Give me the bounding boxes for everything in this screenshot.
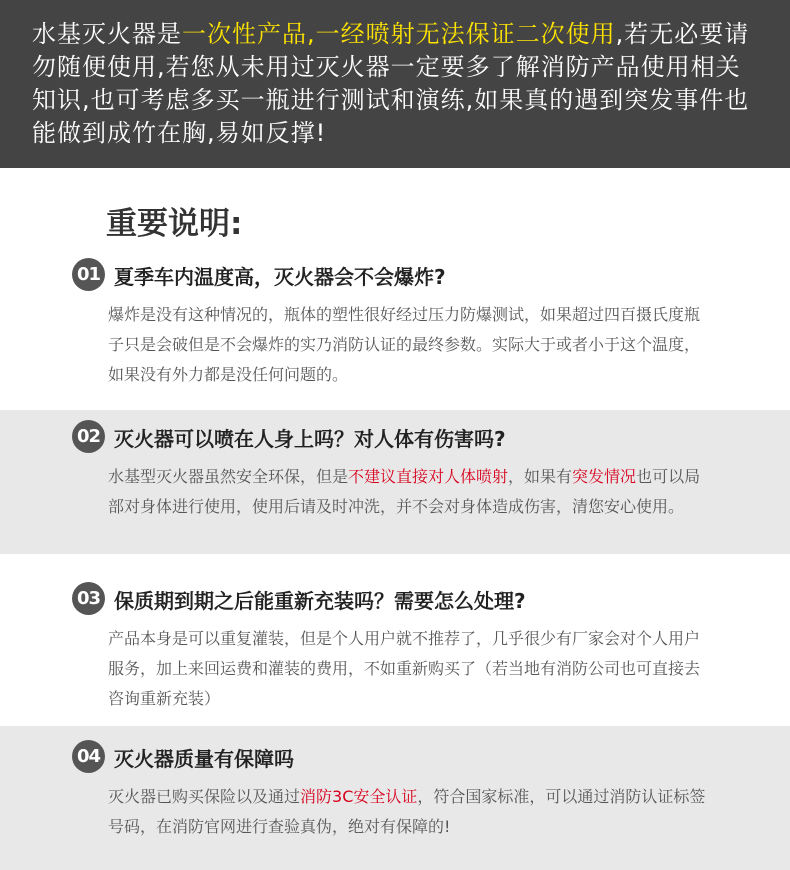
item-number-badge: 03 xyxy=(72,582,105,615)
intro-text xyxy=(32,18,762,150)
answer-warning: 不建议直接对人体喷射 xyxy=(348,467,509,486)
item-number-badge: 01 xyxy=(72,258,105,291)
faq-answer: 产品本身是可以重复灌装，但是个人用户就不推荐了，几乎很少有厂家会对个人用户服务，加上来回运费和灌装的费用，不如重新购买了（若当地有消防公司也可直接去咨询重新充装） xyxy=(108,629,701,708)
intro-banner xyxy=(0,0,790,168)
answer-text: 水基型灭火器虽然安全环保，但是 xyxy=(108,467,349,486)
answer-certification: 消防3C安全认证 xyxy=(300,787,418,806)
faq-question: 保质期到期之后能重新充装吗？需要怎么处理? xyxy=(114,589,526,613)
faq-question: 灭火器质量有保障吗 xyxy=(114,747,294,771)
intro-text-part2: ,若无必要请勿随便使用,若您从未用过灭火器一定要多了解消防产品使用相关知识,也可考虑多买一瓶进行测试和演练,如果真的遇到突发事件也能做到成竹在胸,易如反撑! xyxy=(32,20,750,147)
faq-answer xyxy=(108,782,708,842)
section-heading: 重要说明: xyxy=(106,206,243,242)
answer-text: ，符合国家标准，可以通过消防认证标签号码，在消防官网进行查验真伪，绝对有保障的! xyxy=(108,787,706,836)
answer-warning: 突发情况 xyxy=(572,467,637,486)
intro-text-highlight: 一次性产品,一经喷射无法保证二次使用 xyxy=(182,20,616,48)
answer-text: ，如果有 xyxy=(508,467,573,486)
faq-answer: 爆炸是没有这种情况的，瓶体的塑性很好经过压力防爆测试，如果超过四百摄氏度瓶子只是会破但是不会爆炸的实乃消防认证的最终参数。实际大于或者小于这个温度，如果没有外力都是没任何问题的。 xyxy=(108,305,701,384)
faq-question: 夏季车内温度高，灭火器会不会爆炸? xyxy=(114,265,446,289)
answer-text: 灭火器已购买保险以及通过 xyxy=(108,787,301,806)
intro-text-part1: 水基灭火器是 xyxy=(32,20,182,48)
faq-answer xyxy=(108,462,708,522)
item-number-badge: 04 xyxy=(72,740,105,773)
item-number-badge: 02 xyxy=(72,420,105,453)
answer-text: 也可以局部对身体进行使用，使用后请及时冲洗，并不会对身体造成伤害，清您安心使用。 xyxy=(108,467,701,516)
faq-question: 灭火器可以喷在人身上吗？对人体有伤害吗? xyxy=(114,427,506,451)
